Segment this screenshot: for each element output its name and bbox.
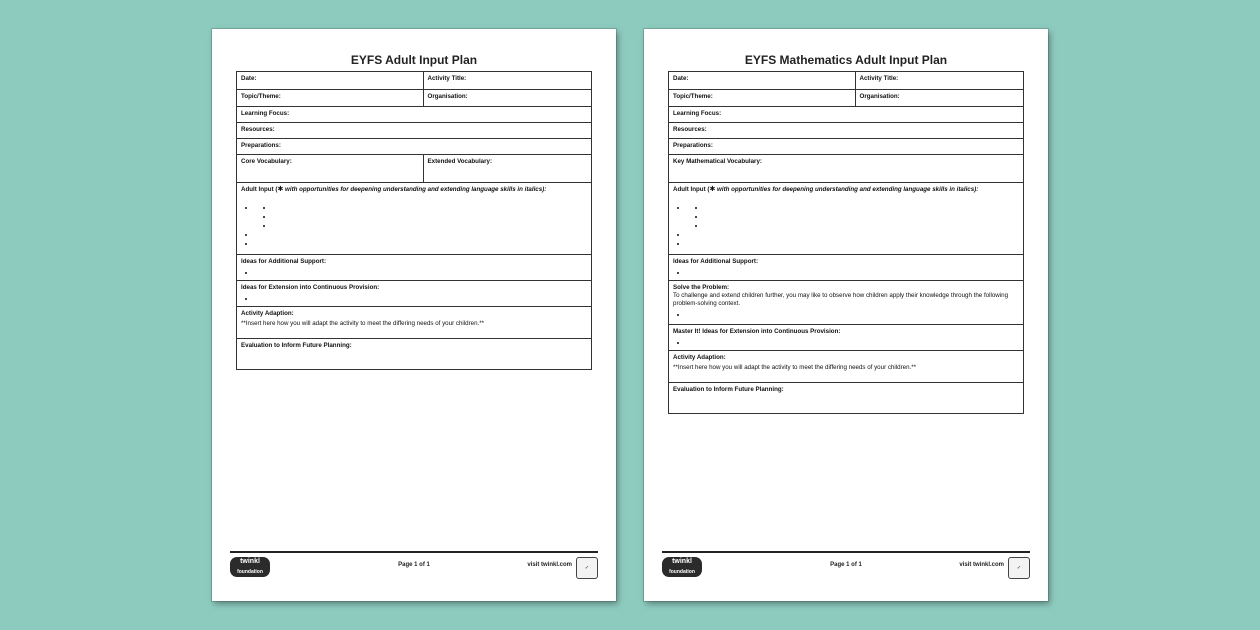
twinkl-logo: twinkl foundation: [662, 557, 702, 577]
sub-bullet-item: [705, 221, 1019, 230]
checked-badge-icon: ✓: [1008, 557, 1030, 579]
additional-support-label: Ideas for Additional Support:: [673, 258, 759, 265]
sub-bullet-item: [705, 212, 1019, 221]
bullet-item: [255, 239, 587, 248]
star-icon: ✱: [709, 186, 716, 193]
adaption-text: **Insert here how you will adapt the activity to meet the differing needs of your children.**: [673, 364, 917, 371]
adult-input-label: Adult Input (: [241, 186, 278, 193]
adult-input-label: Adult Input (: [673, 186, 710, 193]
plan-table: [236, 71, 592, 370]
adult-input-note: with opportunities for deepening understanding and extending language skills in italics):: [715, 186, 979, 193]
topic-label: Topic/Theme:: [237, 90, 424, 107]
bullet-item: [255, 268, 587, 277]
bullet-list: [673, 203, 1019, 248]
sub-bullet-item: [273, 221, 587, 230]
master-it-label: Master It! Ideas for Extension into Continuous Provision:: [673, 328, 841, 335]
checked-badge-icon: ✓: [576, 557, 598, 579]
activity-adaption-label: Activity Adaption:: [241, 310, 294, 317]
organisation-label: Organisation:: [855, 90, 1024, 107]
learning-focus-label: Learning Focus:: [669, 107, 1024, 123]
extended-vocabulary-label: Extended Vocabulary:: [423, 155, 592, 183]
preparations-label: Preparations:: [237, 139, 592, 155]
sub-bullet-list: [687, 203, 1019, 230]
sub-bullet-item: [705, 203, 1019, 212]
star-icon: ✱: [277, 186, 284, 193]
solve-problem-label: Solve the Problem:: [673, 284, 730, 291]
activity-title-label: Activity Title:: [855, 72, 1024, 90]
resources-label: Resources:: [669, 123, 1024, 139]
plan-table: [668, 71, 1024, 414]
additional-support-cell: [669, 255, 1024, 281]
bullet-item: [687, 338, 1019, 347]
topic-label: Topic/Theme:: [669, 90, 856, 107]
organisation-label: Organisation:: [423, 90, 592, 107]
footer-divider: [230, 551, 598, 553]
sub-bullet-item: [273, 212, 587, 221]
additional-support-label: Ideas for Additional Support:: [241, 258, 327, 265]
activity-adaption-cell: [669, 351, 1024, 383]
extension-label: Ideas for Extension into Continuous Provision:: [241, 284, 380, 291]
bullet-item: [687, 230, 1019, 239]
bullet-list: [241, 203, 587, 248]
page-title: EYFS Mathematics Adult Input Plan: [744, 53, 948, 67]
page-number: Page 1 of 1: [398, 562, 430, 568]
resources-label: Resources:: [237, 123, 592, 139]
activity-adaption-label: Activity Adaption:: [673, 354, 726, 361]
adult-input-cell: [669, 183, 1024, 255]
solve-problem-cell: [669, 281, 1024, 325]
page-number: Page 1 of 1: [830, 562, 862, 568]
master-it-cell: [669, 325, 1024, 351]
sub-bullet-item: [273, 203, 587, 212]
bullet-item: [687, 203, 1019, 212]
bullet-item: [255, 230, 587, 239]
document-page-left: [212, 29, 616, 601]
adult-input-note: with opportunities for deepening understanding and extending language skills in italics):: [283, 186, 547, 193]
activity-adaption-cell: [237, 307, 592, 339]
twinkl-logo: twinkl foundation: [230, 557, 270, 577]
bullet-item: [255, 294, 587, 303]
document-page-right: [644, 29, 1048, 601]
evaluation-label: Evaluation to Inform Future Planning:: [237, 339, 592, 370]
date-label: Date:: [237, 72, 424, 90]
bullet-item: [687, 268, 1019, 277]
bullet-item: [687, 310, 1019, 319]
sub-bullet-list: [255, 203, 587, 230]
date-label: Date:: [669, 72, 856, 90]
evaluation-label: Evaluation to Inform Future Planning:: [669, 383, 1024, 414]
adult-input-cell: [237, 183, 592, 255]
additional-support-cell: [237, 255, 592, 281]
solve-problem-text: To challenge and extend children further, you may like to observe how children apply their knowledge through the following problem-solving context.: [673, 292, 1009, 307]
learning-focus-label: Learning Focus:: [237, 107, 592, 123]
extension-cell: [237, 281, 592, 307]
visit-link: visit twinkl.com: [959, 562, 1004, 568]
adaption-text: **Insert here how you will adapt the activity to meet the differing needs of your children.**: [241, 320, 485, 327]
visit-link: visit twinkl.com: [527, 562, 572, 568]
preparations-label: Preparations:: [669, 139, 1024, 155]
core-vocabulary-label: Core Vocabulary:: [237, 155, 424, 183]
footer-divider: [662, 551, 1030, 553]
key-vocabulary-label: Key Mathematical Vocabulary:: [669, 155, 1024, 183]
bullet-item: [255, 203, 587, 212]
activity-title-label: Activity Title:: [423, 72, 592, 90]
bullet-item: [687, 239, 1019, 248]
page-title: EYFS Adult Input Plan: [350, 53, 478, 67]
